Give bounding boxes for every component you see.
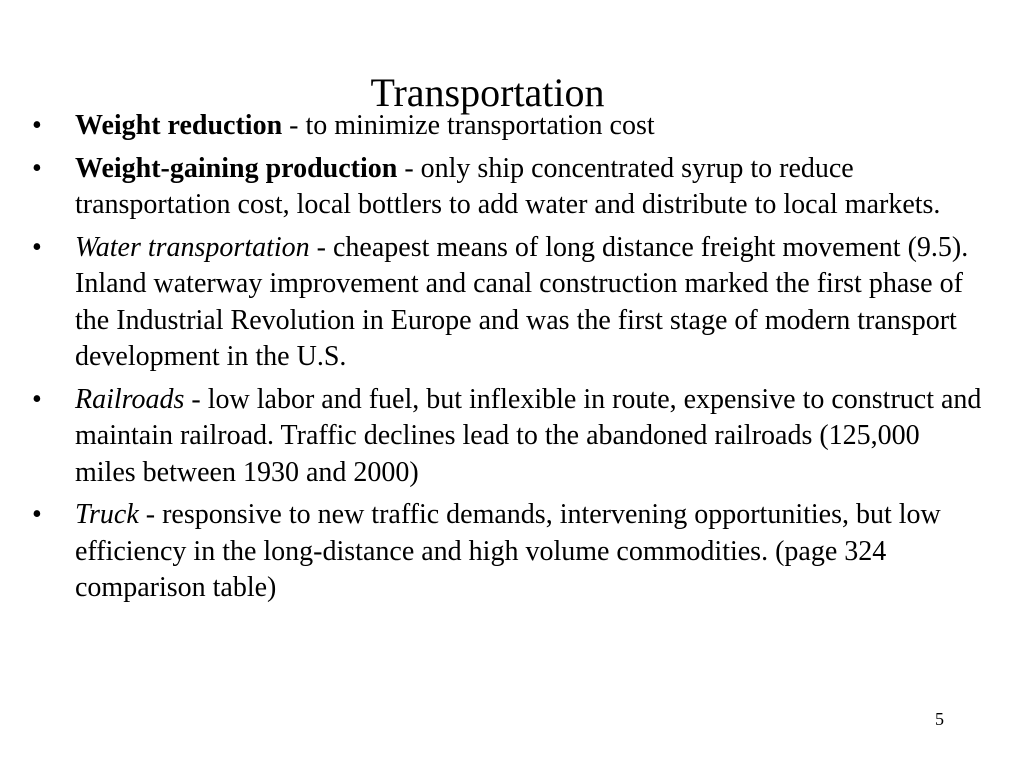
bullet-icon: • <box>32 499 42 530</box>
bullet-icon: • <box>32 231 42 263</box>
bullet-list <box>32 108 982 613</box>
bullet-text: - only ship concentrated syrup to reduce transportation cost, local bottlers to add water and distribute to local markets. <box>75 152 941 220</box>
bullet-item-railroads <box>32 382 982 492</box>
bullet-text: - to minimize transportation cost <box>282 110 655 141</box>
page-number: 5 <box>935 709 944 729</box>
bullet-text: - low labor and fuel, but inflexible in route, expensive to construct and maintain railroad. Traffic declines lead to the abandoned railroads (125,000 miles between 1930 and 2000) <box>75 383 982 488</box>
bullet-icon: • <box>32 383 42 415</box>
bullet-term: Weight-gaining production <box>75 152 398 184</box>
bullet-item-weight-gaining-production <box>32 151 982 224</box>
bullet-term: Weight reduction <box>75 110 283 141</box>
bullet-icon: • <box>32 110 42 141</box>
bullet-item-water-transportation <box>32 230 982 376</box>
bullet-text: - responsive to new traffic demands, intervening opportunities, but low efficiency in the long-distance and high volume commodities. (page 324 comparison table) <box>75 499 941 603</box>
slide-title: Transportation <box>370 69 605 115</box>
bullet-term: Water transportation <box>75 231 310 263</box>
bullet-icon: • <box>32 152 42 184</box>
bullet-item-truck <box>32 497 982 607</box>
bullet-term: Railroads <box>75 383 185 415</box>
bullet-term: Truck <box>75 499 139 530</box>
bullet-text: - cheapest means of long distance freight movement (9.5). Inland waterway improvement and canal construction marked the first phase of the Industrial Revolution in Europe and was the first stage of modern transport development in the U.S. <box>75 231 969 372</box>
bullet-item-weight-reduction <box>32 108 982 145</box>
